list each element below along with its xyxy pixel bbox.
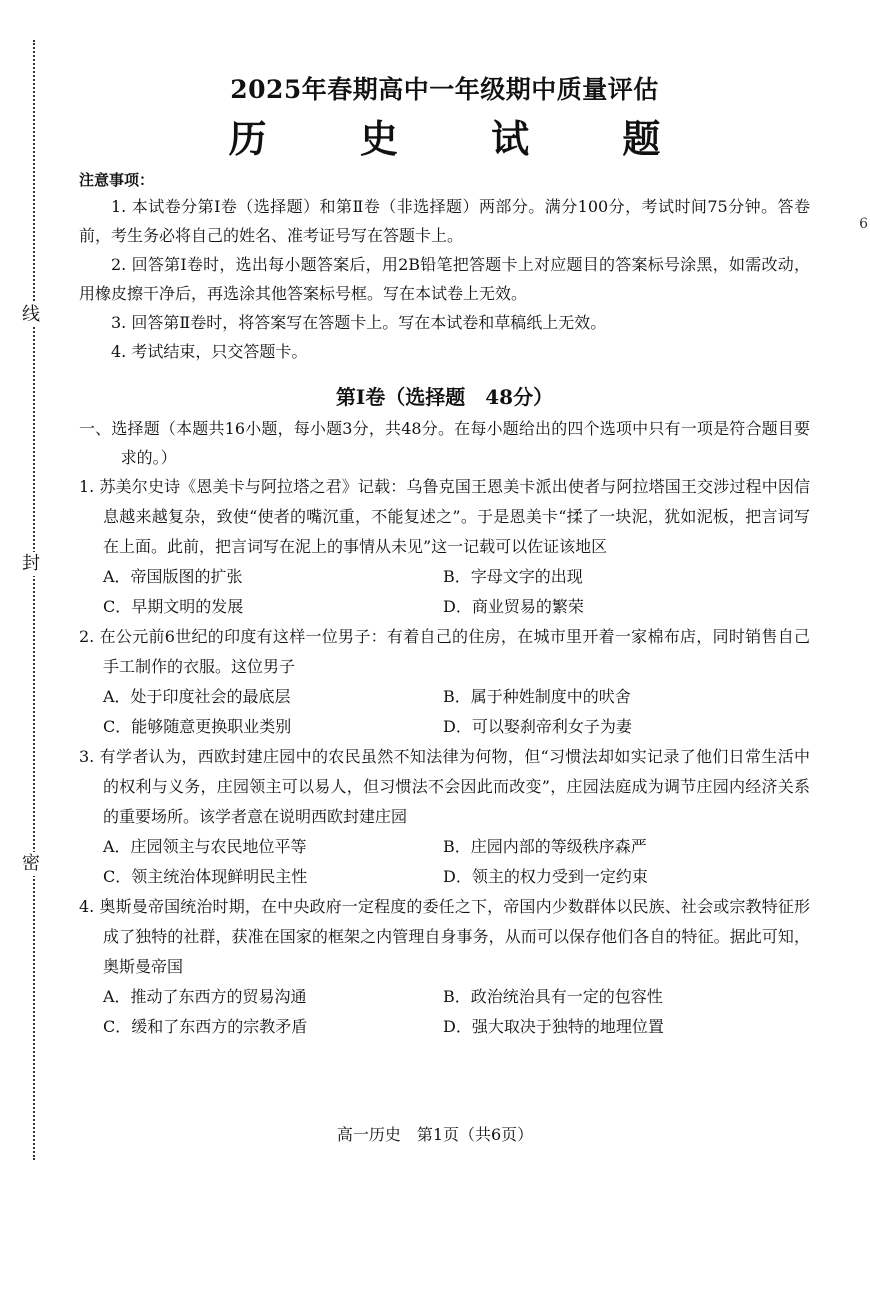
question-stem: 4. 奥斯曼帝国统治时期，在中央政府一定程度的委任之下，帝国内少数群体以民族、社会或宗教特征形成了独特的社群，获准在国家的框架之内管理自身事务，从而可以保存他们各自的特征。据此可知，奥斯曼帝国	[79, 897, 810, 976]
binding-dotted-line	[33, 40, 35, 1160]
exam-page-content	[79, 70, 810, 1042]
question-3	[79, 742, 810, 892]
notes-heading: 注意事项：	[79, 171, 155, 189]
binding-mark-xian: 线	[22, 304, 40, 325]
question-options	[79, 982, 810, 1042]
option-d: D．商业贸易的繁荣	[443, 597, 584, 616]
option-c: C．能够随意更换职业类别	[103, 717, 292, 736]
option-c: C．缓和了东西方的宗教矛盾	[103, 1017, 308, 1036]
margin-mark: 6	[859, 216, 868, 232]
note-item: 1. 本试卷分第Ⅰ卷（选择题）和第Ⅱ卷（非选择题）两部分。满分100分，考试时间75分钟。答卷前，考生务必将自己的姓名、准考证号写在答题卡上。	[79, 197, 810, 245]
option-d: D．领主的权力受到一定约束	[443, 867, 648, 886]
note-item: 2. 回答第Ⅰ卷时，选出每小题答案后，用2B铅笔把答题卡上对应题目的答案标号涂黑，如需改动，用橡皮擦干净后，再选涂其他答案标号框。写在本试卷上无效。	[79, 255, 810, 303]
option-d: D．可以娶刹帝利女子为妻	[443, 717, 632, 736]
option-d: D．强大取决于独特的地理位置	[443, 1017, 664, 1036]
exam-title: 2025年春期高中一年级期中质量评估	[230, 75, 659, 104]
option-b: B．属于种姓制度中的吠舍	[443, 687, 631, 706]
option-c: C．早期文明的发展	[103, 597, 244, 616]
binding-mark-feng: 封	[22, 553, 40, 574]
question-stem: 1. 苏美尔史诗《恩美卡与阿拉塔之君》记载：乌鲁克国王恩美卡派出使者与阿拉塔国王交涉过程中因信息越来越复杂，致使“使者的嘴沉重，不能复述之”。于是恩美卡“揉了一块泥，犹如泥板，把言词写在上面。此前，把言词写在泥上的事情从未见”这一记载可以佐证该地区	[79, 477, 810, 556]
option-b: B．字母文字的出现	[443, 567, 583, 586]
question-stem: 2. 在公元前6世纪的印度有这样一位男子：有着自己的住房，在城市里开着一家棉布店，同时销售自己手工制作的衣服。这位男子	[79, 627, 810, 676]
question-1	[79, 472, 810, 622]
question-2	[79, 622, 810, 742]
option-b: B．政治统治具有一定的包容性	[443, 987, 663, 1006]
subject-title: 历 史 试 题	[228, 116, 701, 161]
part-heading: 一、选择题（本题共16小题，每小题3分，共48分。在每小题给出的四个选项中只有一项是符合题目要求的。）	[79, 419, 810, 467]
question-options	[79, 682, 810, 742]
option-a: A．推动了东西方的贸易沟通	[103, 987, 307, 1006]
note-item: 3. 回答第Ⅱ卷时，将答案写在答题卡上。写在本试卷和草稿纸上无效。	[111, 313, 607, 332]
notes-section	[79, 168, 810, 366]
option-a: A．帝国版图的扩张	[103, 567, 243, 586]
question-4	[79, 892, 810, 1042]
question-stem: 3. 有学者认为，西欧封建庄园中的农民虽然不知法律为何物，但“习惯法却如实记录了他们日常生活中的权利与义务，庄园领主可以易人，但习惯法不会因此而改变”，庄园法庭成为调节庄园内经济关系的重要场所。该学者意在说明西欧封建庄园	[79, 747, 810, 826]
page-footer: 高一历史 第1页（共6页）	[336, 1125, 534, 1144]
section-heading: 第Ⅰ卷（选择题 48分）	[335, 385, 554, 409]
option-c: C．领主统治体现鲜明民主性	[103, 867, 308, 886]
option-a: A．庄园领主与农民地位平等	[103, 837, 307, 856]
option-b: B．庄园内部的等级秩序森严	[443, 837, 647, 856]
question-options	[79, 832, 810, 892]
question-options	[79, 562, 810, 622]
binding-mark-mi: 密	[22, 853, 40, 874]
option-a: A．处于印度社会的最底层	[103, 687, 291, 706]
note-item: 4. 考试结束，只交答题卡。	[111, 342, 308, 361]
